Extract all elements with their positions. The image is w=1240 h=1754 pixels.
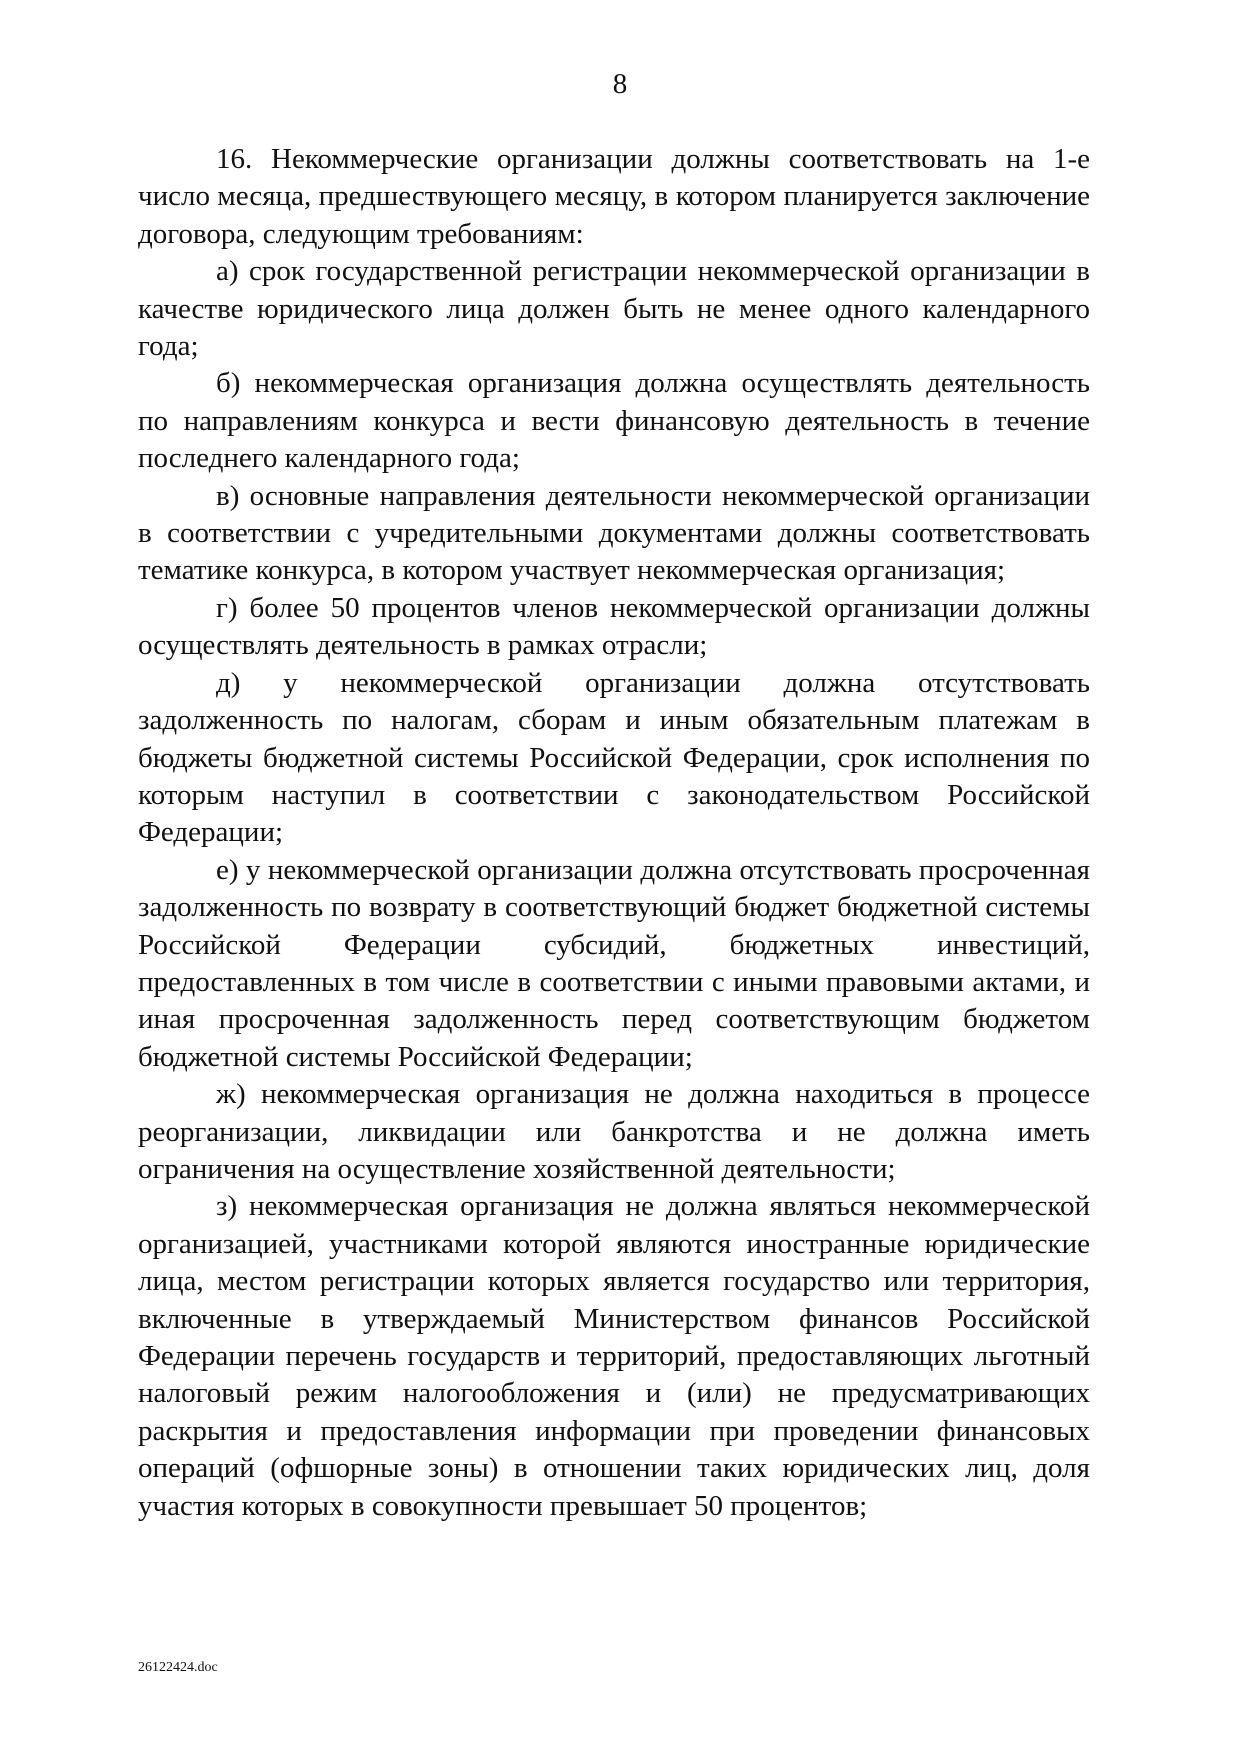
page-number: 8: [612, 68, 628, 100]
document-body: [138, 141, 1090, 1525]
paragraph-item-zh: ж) некоммерческая организация не должна находиться в процессе реорганизации, ликвидации или банкротства и не должна иметь ограничения на осуществление хозяйственной деятельности;: [138, 1078, 1090, 1185]
paragraph-item-d: д) у некоммерческой организации должна отсутствовать задолженность по налогам, сборам и иным обязательным платежам в бюджеты бюджетной системы Российской Федерации, срок исполнения по которым наступил в соответствии с законодательством Российской Федерации;: [138, 666, 1090, 849]
paragraph-item-v: в) основные направления деятельности некоммерческой организации в соответствии с учредительными документами должны соответствовать тематике конкурса, в котором участвует некоммерческая организация;: [138, 479, 1090, 587]
paragraph-item-z: з) некоммерческая организация не должна являться некоммерческой организацией, участниками которой являются иностранные юридические лица, местом регистрации которых является государство или территория, включенные в утверждаемый Министерством финансов Российской Федерации перечень государств и территорий, предоставляющих льготный налоговый режим налогообложения и (или) не предусматривающих раскрытия и предоставления информации при проведении финансовых операций (офшорные зоны) в отношении таких юридических лиц, доля участия которых в совокупности превышает 50 процентов;: [138, 1190, 1090, 1522]
paragraph-item-b: б) некоммерческая организация должна осуществлять деятельность по направлениям конкурса и вести финансовую деятельность в течение последнего календарного года;: [138, 367, 1090, 475]
paragraph-item-e: е) у некоммерческой организации должна отсутствовать просроченная задолженность по возврату в соответствующий бюджет бюджетной системы Российской Федерации субсидий, бюджетных инвестиций, предоставленных в том числе в соответствии с иными правовыми актами, и иная просроченная задолженность перед соответствующим бюджетом бюджетной системы Российской Федерации;: [138, 853, 1090, 1073]
paragraph-16-intro: 16. Некоммерческие организации должны соответствовать на 1-е число месяца, предшествующего месяцу, в котором планируется заключение договора, следующим требованиям:: [138, 143, 1090, 250]
footer-document-id: 26122424.doc: [138, 1660, 218, 1675]
paragraph-item-g: г) более 50 процентов членов некоммерческой организации должны осуществлять деятельность в рамках отрасли;: [138, 591, 1090, 662]
paragraph-item-a: а) срок государственной регистрации некоммерческой организации в качестве юридического лица должен быть не менее одного календарного года;: [138, 255, 1090, 363]
